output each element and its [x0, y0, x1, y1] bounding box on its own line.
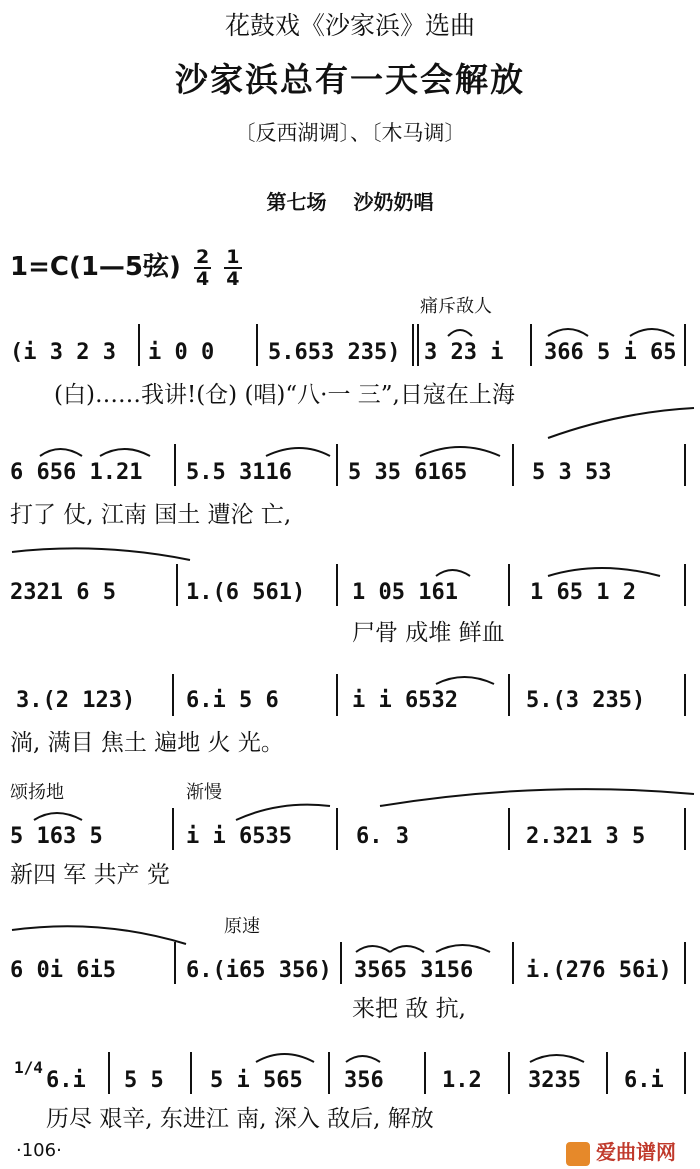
slur — [12, 926, 186, 944]
measure: i i 6532 — [352, 688, 458, 713]
scene-singer: 第七场 沙奶奶唱 — [266, 190, 434, 214]
lyric-line: 打了 仗, 江南 国土 遭沦 亡, — [10, 502, 292, 528]
measure: i i 6535 — [186, 824, 292, 849]
measure: 3565 3156 — [354, 958, 474, 983]
measure: 6.i — [624, 1068, 664, 1093]
measure: 2321 6 5 — [10, 580, 116, 605]
slur — [548, 408, 694, 438]
meter-1-4-num: 1 — [226, 245, 240, 268]
measure: 6.(i65 356) — [186, 958, 332, 983]
slur — [100, 449, 150, 456]
measure: 5.(3 235) — [526, 688, 646, 713]
measure: (i 3 2 3 — [10, 340, 116, 365]
page-number: ·106· — [16, 1140, 62, 1161]
expression-mark: 痛斥敌人 — [420, 296, 492, 317]
measure: 6 656 1.21 — [10, 460, 143, 485]
slur — [380, 789, 694, 806]
expression-mark: 原速 — [224, 916, 260, 937]
measure: 1.2 — [442, 1068, 482, 1093]
measure: i 0 0 — [148, 340, 215, 365]
slur — [256, 1054, 314, 1062]
expression-mark: 颂扬地 — [10, 782, 64, 803]
slur — [448, 330, 472, 336]
measure: i.(276 56i) — [526, 958, 672, 983]
measure: 3.(2 123) — [16, 688, 136, 713]
slur — [436, 945, 490, 952]
measure: 2.321 3 5 — [526, 824, 646, 849]
slur — [266, 448, 330, 456]
meter-2-4-den: 4 — [195, 267, 210, 290]
key-label: 1=C(1—5弦) — [10, 252, 181, 282]
measure: 5 i 565 — [210, 1068, 303, 1093]
measure: 1.(6 561) — [186, 580, 306, 605]
expression-mark: 渐慢 — [186, 782, 222, 803]
measure: 5 3 53 — [532, 460, 612, 485]
slur — [436, 570, 470, 576]
slur — [630, 329, 674, 336]
measure: 5.5 3116 — [186, 460, 292, 485]
measure: 6 0i 6i5 — [10, 958, 116, 983]
tune-names: 〔反西湖调〕、〔木马调〕 — [234, 121, 466, 145]
slur — [40, 449, 82, 456]
measure: 5 35 6165 — [348, 460, 468, 485]
slur — [34, 813, 82, 820]
song-title: 沙家浜总有一天会解放 — [175, 60, 525, 99]
measure: 366 5 i 65 — [544, 340, 677, 365]
measure: 5.653 235) — [268, 340, 401, 365]
song-subtitle: 花鼓戏《沙家浜》选曲 — [224, 11, 475, 40]
lyric-line: 新四 军 共产 党 — [10, 862, 170, 888]
slur — [356, 946, 390, 952]
slur — [346, 1056, 380, 1062]
slur — [390, 946, 424, 952]
measure: 3235 — [528, 1068, 581, 1093]
meter-1-4-den: 4 — [226, 267, 240, 290]
measure: 356 — [344, 1068, 384, 1093]
slur — [436, 677, 494, 684]
slur — [236, 805, 330, 820]
watermark-logo-icon — [566, 1142, 590, 1166]
measure: 5 5 — [124, 1068, 164, 1093]
lyric-line: 淌, 满目 焦土 遍地 火 光。 — [10, 730, 284, 756]
watermark — [566, 1136, 676, 1166]
measure: 6. 3 — [356, 824, 409, 849]
slur — [530, 1055, 584, 1062]
slur — [548, 329, 588, 336]
measure: 1 05 161 — [352, 580, 458, 605]
slur — [548, 568, 660, 576]
watermark-text: 爱曲谱网 — [596, 1140, 676, 1164]
slur — [12, 548, 190, 560]
measure: 3 23 i — [424, 340, 504, 365]
lyric-line: 历尽 艰辛, 东进江 南, 深入 敌后, 解放 — [46, 1106, 434, 1132]
meter-change: 1/4 — [14, 1058, 43, 1077]
meter-2-4-num: 2 — [195, 245, 210, 268]
lyric-line: 尸骨 成堆 鲜血 — [352, 620, 505, 646]
slur — [420, 447, 500, 456]
measure: 1 65 1 2 — [530, 580, 636, 605]
lyric-line: 来把 敌 抗, — [352, 996, 466, 1022]
measure: 6.i 5 6 — [186, 688, 279, 713]
measure: 6.i — [46, 1068, 86, 1093]
lyric-line: (白)……我讲!(仓) (唱)“八·一 三”,日寇在上海 — [54, 382, 515, 408]
measure: 5 163 5 — [10, 824, 103, 849]
